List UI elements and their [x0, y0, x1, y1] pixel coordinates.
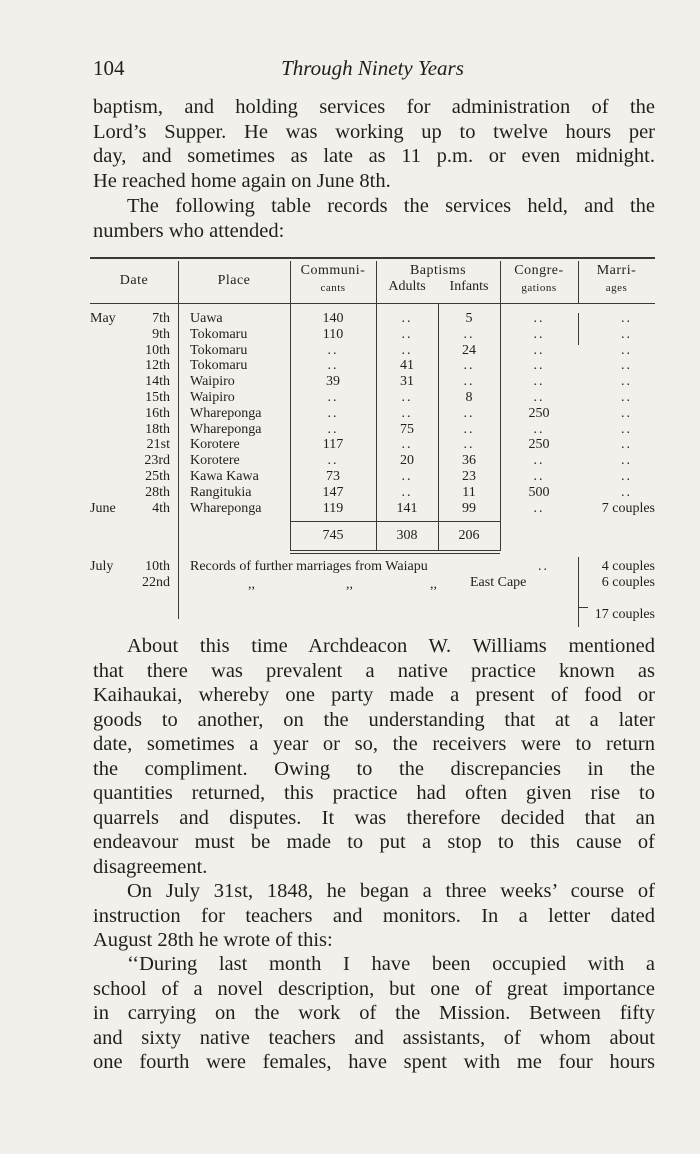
text-line: goods to another, on the understanding that at a later — [93, 708, 655, 731]
cell-infants: 24 — [462, 342, 476, 358]
cell-cong: .. — [533, 500, 545, 516]
page-number: 104 — [93, 56, 125, 80]
cell-day: 7th — [152, 311, 170, 326]
text-line: disagreement. — [93, 855, 208, 878]
july-records-dots: .. — [538, 559, 549, 574]
cell-adults: .. — [401, 484, 413, 500]
text-line: About this time Archdeacon W. Williams mentioned — [127, 635, 655, 657]
july-day-2: 22nd — [142, 575, 170, 590]
col-rule-date — [178, 261, 179, 619]
cell-adults: .. — [401, 342, 413, 358]
header-congregations-2: gations — [521, 282, 557, 294]
cell-day: 10th — [145, 342, 170, 358]
july-east-cape: East Cape — [470, 575, 527, 590]
cell-place: Rangitukia — [190, 484, 252, 500]
cell-adults: .. — [401, 311, 413, 326]
header-baptisms: Baptisms — [409, 263, 467, 278]
text-line: quantities returned, this practice had often given rise to — [93, 782, 655, 804]
paragraph-4 — [93, 879, 655, 953]
text-line: On July 31st, 1848, he began a three weeks’ course of — [127, 880, 655, 902]
text-line: August 28th he wrote of this: — [93, 929, 333, 951]
cell-adults: 31 — [400, 374, 414, 390]
cell-marr: .. — [621, 390, 632, 405]
cell-adults: 41 — [400, 358, 414, 374]
text-line: school of a novel description, but one of great importance — [93, 977, 655, 1000]
table-header-rule — [90, 303, 655, 304]
cell-marr: .. — [621, 469, 632, 484]
header-adults: Adults — [388, 279, 426, 294]
cell-cong: .. — [533, 326, 545, 342]
cell-marr: .. — [621, 421, 632, 437]
text-line: numbers who attended: — [93, 219, 285, 242]
cell-comm: .. — [327, 358, 339, 374]
cell-place: Whareponga — [190, 405, 262, 421]
cell-day: 23rd — [144, 453, 170, 469]
cell-place: Whareponga — [190, 500, 262, 516]
cell-infants: 11 — [462, 484, 476, 500]
cell-place: Korotere — [190, 437, 240, 453]
cell-adults: 75 — [400, 421, 414, 437]
paragraph-5 — [93, 952, 655, 1075]
cell-infants: .. — [463, 421, 475, 437]
header-date: Date — [119, 273, 149, 288]
text-line: ‘‘During last month I have been occupied with a — [127, 953, 655, 975]
cell-marr: .. — [621, 311, 632, 326]
july-marriages-1: 4 couples — [601, 559, 655, 574]
cell-marr: .. — [621, 453, 632, 469]
paragraph-1 — [93, 95, 655, 193]
cell-comm: 117 — [322, 437, 344, 453]
text-line: quarrels and disputes. It was therefore decided that an — [93, 806, 655, 829]
header-infants: Infants — [449, 279, 489, 294]
cell-marr: .. — [621, 484, 632, 500]
cell-infants: .. — [463, 437, 475, 453]
cell-cong: 250 — [528, 437, 550, 453]
table-top-rule — [90, 257, 655, 259]
cell-day: 15th — [145, 390, 170, 405]
text-line: day, and sometimes as late as 11 p.m. or even midnight. — [93, 145, 655, 167]
july-records-text: Records of further marriages from Waiapu — [190, 559, 428, 574]
cell-comm: 119 — [322, 500, 344, 516]
text-line: Kaihaukai, whereby one party made a present of food or — [93, 684, 655, 706]
july-month: July — [90, 559, 114, 574]
cell-marr: .. — [621, 358, 632, 374]
cell-adults: 20 — [400, 453, 414, 469]
cell-day: 18th — [145, 421, 170, 437]
cell-comm: 39 — [326, 374, 340, 390]
cell-cong: .. — [533, 453, 545, 469]
cell-infants: 36 — [462, 453, 476, 469]
cell-place: Uawa — [190, 311, 223, 326]
cell-marr: .. — [621, 342, 632, 358]
cell-place: Waipiro — [190, 374, 235, 390]
text-line: baptism, and holding services for administration of the — [93, 96, 655, 118]
cell-day: 21st — [146, 437, 170, 453]
header-communicants: Communi- — [300, 263, 366, 278]
header-congregations: Congre- — [514, 263, 564, 278]
header-marriages: Marri- — [596, 263, 637, 278]
cell-day: 28th — [145, 484, 170, 500]
cell-cong: .. — [533, 342, 545, 358]
header-communicants-2: cants — [320, 282, 346, 294]
text-line: and sixty native teachers and assistants, of whom about — [93, 1026, 655, 1049]
text-line: the compliment. Owing to the discrepancies in the — [93, 757, 655, 780]
text-line: He reached home again on June 8th. — [93, 169, 391, 192]
cell-day: 25th — [145, 469, 170, 484]
cell-cong: .. — [533, 469, 545, 484]
text-line: The following table records the services held, and the — [127, 195, 655, 217]
cell-place: Korotere — [190, 453, 240, 469]
cell-adults: .. — [401, 326, 413, 342]
cell-comm: .. — [327, 421, 339, 437]
cell-cong: .. — [533, 311, 545, 326]
text-line: instruction for teachers and monitors. In a letter dated — [93, 904, 655, 927]
cell-day: 9th — [152, 326, 170, 342]
running-title: Through Ninety Years — [281, 56, 464, 80]
cell-infants: 23 — [462, 469, 476, 484]
cell-infants: 5 — [465, 311, 473, 326]
cell-marr: 7 couples — [601, 500, 655, 516]
ditto-mark: ,, — [346, 577, 353, 592]
services-table — [90, 257, 655, 627]
cell-adults: .. — [401, 437, 413, 453]
header-place: Place — [217, 273, 251, 288]
totals-top-rule — [290, 521, 500, 522]
total-communicants: 745 — [322, 528, 344, 543]
cell-comm: .. — [327, 390, 339, 405]
text-line: date, sometimes a year or so, the receivers were to return — [93, 733, 655, 755]
cell-infants: .. — [463, 405, 475, 421]
cell-place: Kawa Kawa — [190, 469, 259, 484]
cell-place: Waipiro — [190, 390, 235, 405]
cell-month: June — [90, 500, 116, 516]
cell-cong: .. — [533, 358, 545, 374]
cell-place: Tokomaru — [190, 326, 248, 342]
cell-day: 16th — [145, 405, 170, 421]
col-rule-cong-a — [578, 313, 579, 345]
cell-infants: .. — [463, 374, 475, 390]
cell-comm: .. — [327, 342, 339, 358]
cell-cong: 250 — [528, 405, 550, 421]
text-line: in carrying on the work of the Mission. Between fifty — [93, 1002, 655, 1024]
cell-infants: 8 — [465, 390, 473, 405]
cell-infants: .. — [463, 358, 475, 374]
cell-cong: .. — [533, 374, 545, 390]
cell-comm: 110 — [322, 326, 344, 342]
cell-adults: .. — [401, 405, 413, 421]
cell-comm: 140 — [322, 311, 344, 326]
cell-adults: .. — [401, 469, 413, 484]
cell-infants: .. — [463, 326, 475, 342]
cell-infants: 99 — [462, 500, 476, 516]
cell-cong: .. — [533, 390, 545, 405]
cell-marr: .. — [621, 326, 632, 342]
cell-day: 14th — [145, 374, 170, 390]
cell-marr: .. — [621, 437, 632, 453]
totals-bottom-rule — [290, 550, 500, 551]
header-marriages-2: ages — [605, 282, 628, 294]
paragraph-2 — [93, 194, 655, 243]
cell-marr: .. — [621, 405, 632, 421]
cell-comm: .. — [327, 453, 339, 469]
cell-cong: .. — [533, 421, 545, 437]
cell-day: 12th — [145, 358, 170, 374]
cell-day: 4th — [152, 500, 170, 516]
text-line: endeavour must be made to put a stop to this cause of — [93, 831, 655, 853]
cell-cong: 500 — [528, 484, 550, 500]
cell-adults: 141 — [396, 500, 418, 516]
cell-place: Whareponga — [190, 421, 262, 437]
marriages-total: 17 couples — [594, 607, 655, 622]
cell-marr: .. — [621, 374, 632, 390]
ditto-mark: ,, — [248, 577, 255, 592]
page-header — [93, 56, 652, 84]
cell-comm: .. — [327, 405, 339, 421]
cell-comm: 73 — [326, 469, 340, 484]
cell-comm: 147 — [322, 484, 344, 500]
july-marriages-2: 6 couples — [601, 575, 655, 590]
cell-adults: .. — [401, 390, 413, 405]
text-line: that there was prevalent a native practice known as — [93, 659, 655, 682]
cell-month: May — [90, 311, 116, 326]
totals-bottom-rule-2 — [290, 553, 500, 554]
july-day-1: 10th — [145, 559, 170, 574]
total-adults: 308 — [396, 528, 418, 543]
total-infants: 206 — [458, 528, 480, 543]
paragraph-3 — [93, 634, 655, 879]
cell-place: Tokomaru — [190, 358, 248, 374]
cell-place: Tokomaru — [190, 342, 248, 358]
text-line: Lord’s Supper. He was working up to twelve hours per — [93, 120, 655, 143]
text-line: one fourth were females, have spent with me four hours — [93, 1051, 655, 1073]
ditto-mark: ,, — [430, 577, 437, 592]
